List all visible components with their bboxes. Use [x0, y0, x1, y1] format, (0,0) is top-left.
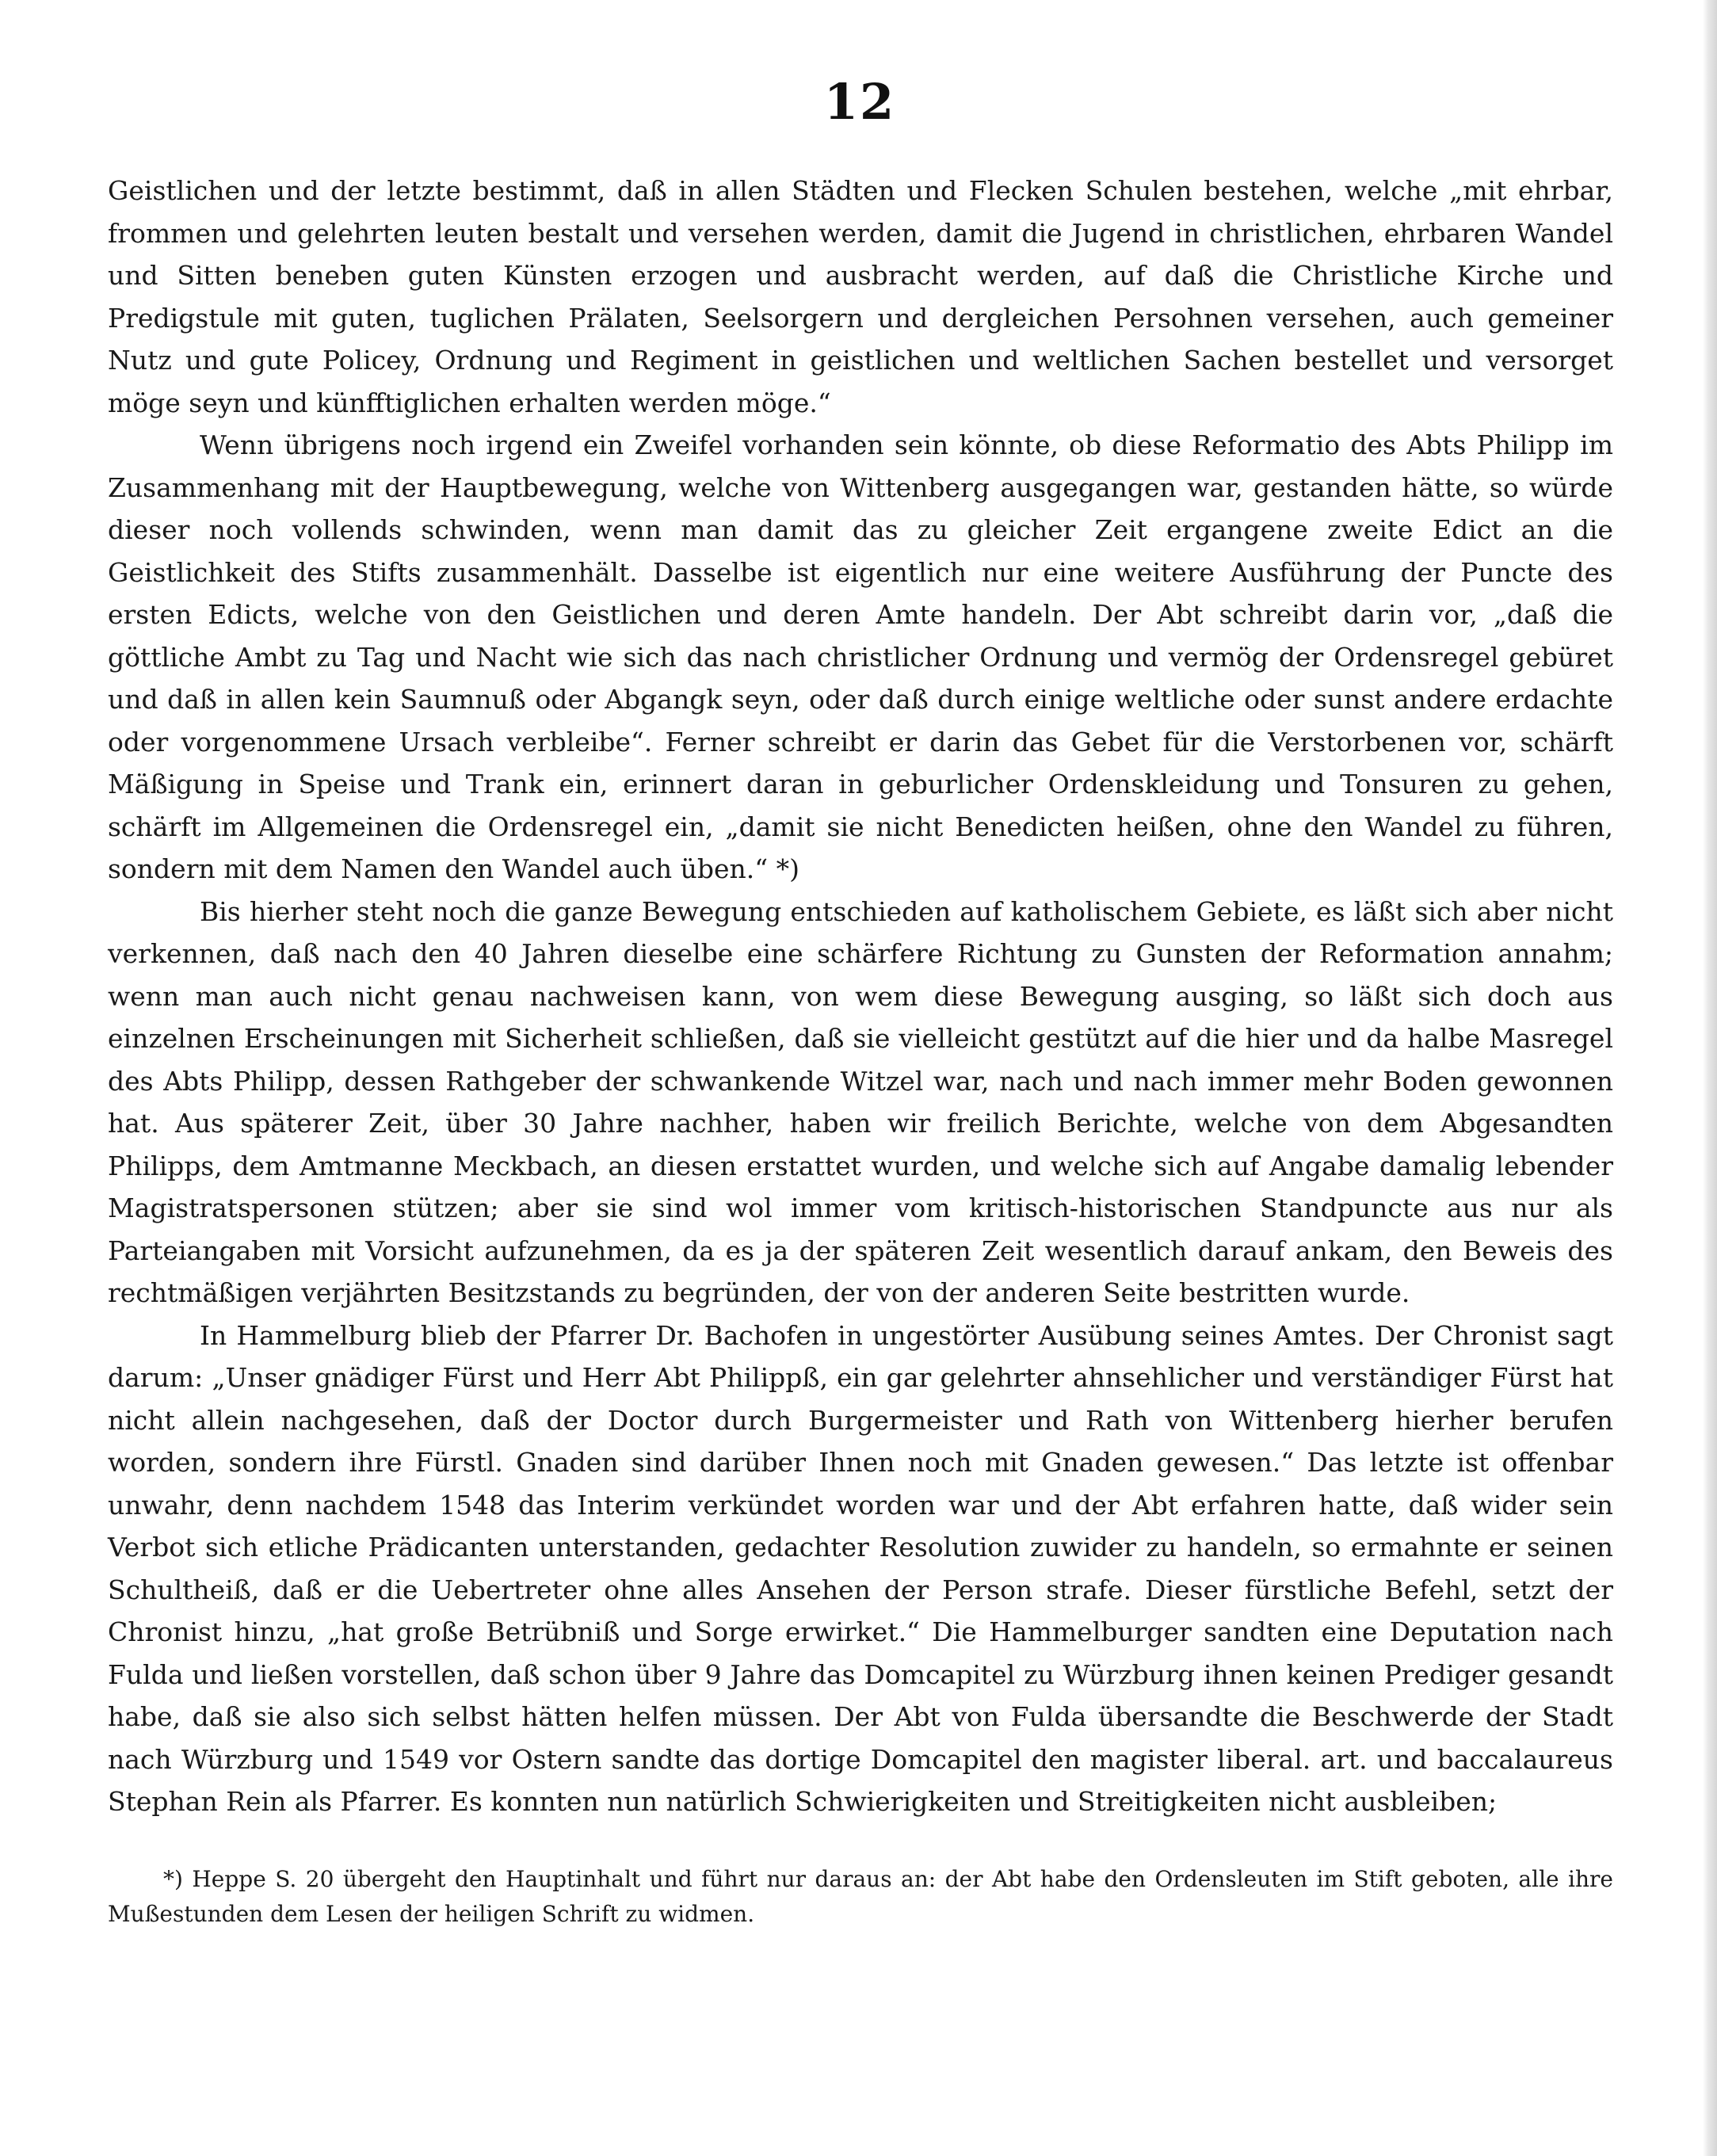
paragraph: Bis hierher steht noch die ganze Bewegung entschieden auf katholischem Gebiete, es läßt sich aber nicht verkennen, daß nach den 40 Jahren dieselbe eine schärfere Richtung zu Gunsten der Reformation annahm; wenn man auch nicht genau nachweisen kann, von wem diese Bewegung ausging, so läßt sich doch aus einzelnen Erscheinungen mit Sicherheit schließen, daß sie vielleicht gestützt auf die hier und da halbe Masregel des Abts Philipp, dessen Rathgeber der schwankende Witzel war, nach und nach immer mehr Boden gewonnen hat. Aus späterer Zeit, über 30 Jahre nachher, haben wir freilich Berichte, welche von dem Abgesandten Philipps, dem Amtmanne Meckbach, an diesen erstattet wurden, und welche sich auf Angabe damalig lebender Magistratspersonen stützen; aber sie sind wol immer vom kritisch-historischen Standpuncte aus nur als Parteiangaben mit Vorsicht aufzunehmen, da es ja der späteren Zeit wesentlich darauf ankam, den Beweis des rechtmäßigen verjährten Besitzstands zu begründen, der von der anderen Seite bestritten wurde. — [108, 895, 1613, 1308]
paragraph-continuation: Geistlichen und der letzte bestimmt, daß in allen Städten und Flecken Schulen bestehen, welche „mit ehrbar, frommen und gelehrten leuten bestalt und versehen werden, damit die Jugend in christlichen, ehrbaren Wandel und Sitten beneben guten Künsten erzogen und ausbracht werden, auf daß die Christliche Kirche und Predigstule mit guten, tuglichen Prälaten, Seelsorgern und dergleichen Persohnen versehen, auch gemeiner Nutz und gute Policey, Ordnung und Regiment in geistlichen und weltlichen Sachen bestellet und versorget möge seyn und künfftiglichen erhalten werden möge.“ — [108, 175, 1613, 418]
page-edge-shadow — [1703, 0, 1717, 2156]
body-text — [108, 170, 1613, 1823]
page-number: 12 — [823, 73, 896, 131]
paragraph: Wenn übrigens noch irgend ein Zweifel vorhanden sein könnte, ob diese Reformatio des Abts Philipp im Zusammenhang mit der Hauptbewegung, welche von Wittenberg ausgegangen war, gestanden hätte, so würde dieser noch vollends schwinden, wenn man damit das zu gleicher Zeit ergangene zweite Edict an die Geistlichkeit des Stifts zusammenhält. Dasselbe ist eigentlich nur eine weitere Ausführung der Puncte des ersten Edicts, welche von den Geistlichen und deren Amte handeln. Der Abt schreibt darin vor, „daß die göttliche Ambt zu Tag und Nacht wie sich das nach christlicher Ordnung und vermög der Ordensregel gebüret und daß in allen kein Saumnuß oder Abgangk seyn, oder daß durch einige weltliche oder sunst andere erdachte oder vorgenommene Ursach verbleibe“. Ferner schreibt er darin das Gebet für die Verstorbenen vor, schärft Mäßigung in Speise und Trank ein, erinnert daran in geburlicher Ordenskleidung und Tonsuren zu gehen, schärft im Allgemeinen die Ordensregel ein, „damit sie nicht Benedicten heißen, ohne den Wandel zu führen, sondern mit dem Namen den Wandel auch üben.“ *) — [108, 429, 1613, 884]
paragraph: In Hammelburg blieb der Pfarrer Dr. Bachofen in ungestörter Ausübung seines Amtes. Der Chronist sagt darum: „Unser gnädiger Fürst und Herr Abt Philippß, ein gar gelehrter ahnsehlicher und verständiger Fürst hat nicht allein nachgesehen, daß der Doctor durch Burgermeister und Rath von Wittenberg hierher berufen worden, sondern ihre Fürstl. Gnaden sind darüber Ihnen noch mit Gnaden gewesen.“ Das letzte ist offenbar unwahr, denn nachdem 1548 das Interim verkündet worden war und der Abt erfahren hatte, daß wider sein Verbot sich etliche Prädicanten unterstanden, gedachter Resolution zuwider zu handeln, so ermahnte er seinen Schultheiß, daß er die Uebertreter ohne alles Ansehen der Person strafe. Dieser fürstliche Befehl, setzt der Chronist hinzu, „hat große Betrübniß und Sorge erwirket.“ Die Hammelburger sandten eine Deputation nach Fulda und ließen vorstellen, daß schon über 9 Jahre das Domcapitel zu Würzburg ihnen keinen Prediger gesandt habe, daß sie also sich selbst hätten helfen müssen. Der Abt von Fulda übersandte die Beschwerde der Stadt nach Würzburg und 1549 vor Ostern sandte das dortige Domcapitel den magister liberal. art. und baccalaureus Stephan Rein als Pfarrer. Es konnten nun natürlich Schwierigkeiten und Streitigkeiten nicht ausbleiben; — [108, 1319, 1613, 1817]
footnote: *) Heppe S. 20 übergeht den Hauptinhalt und führt nur daraus an: der Abt habe den Ordensleuten im Stift geboten, alle ihre Mußestunden dem Lesen der heiligen Schrift zu widmen. — [108, 1866, 1613, 1927]
